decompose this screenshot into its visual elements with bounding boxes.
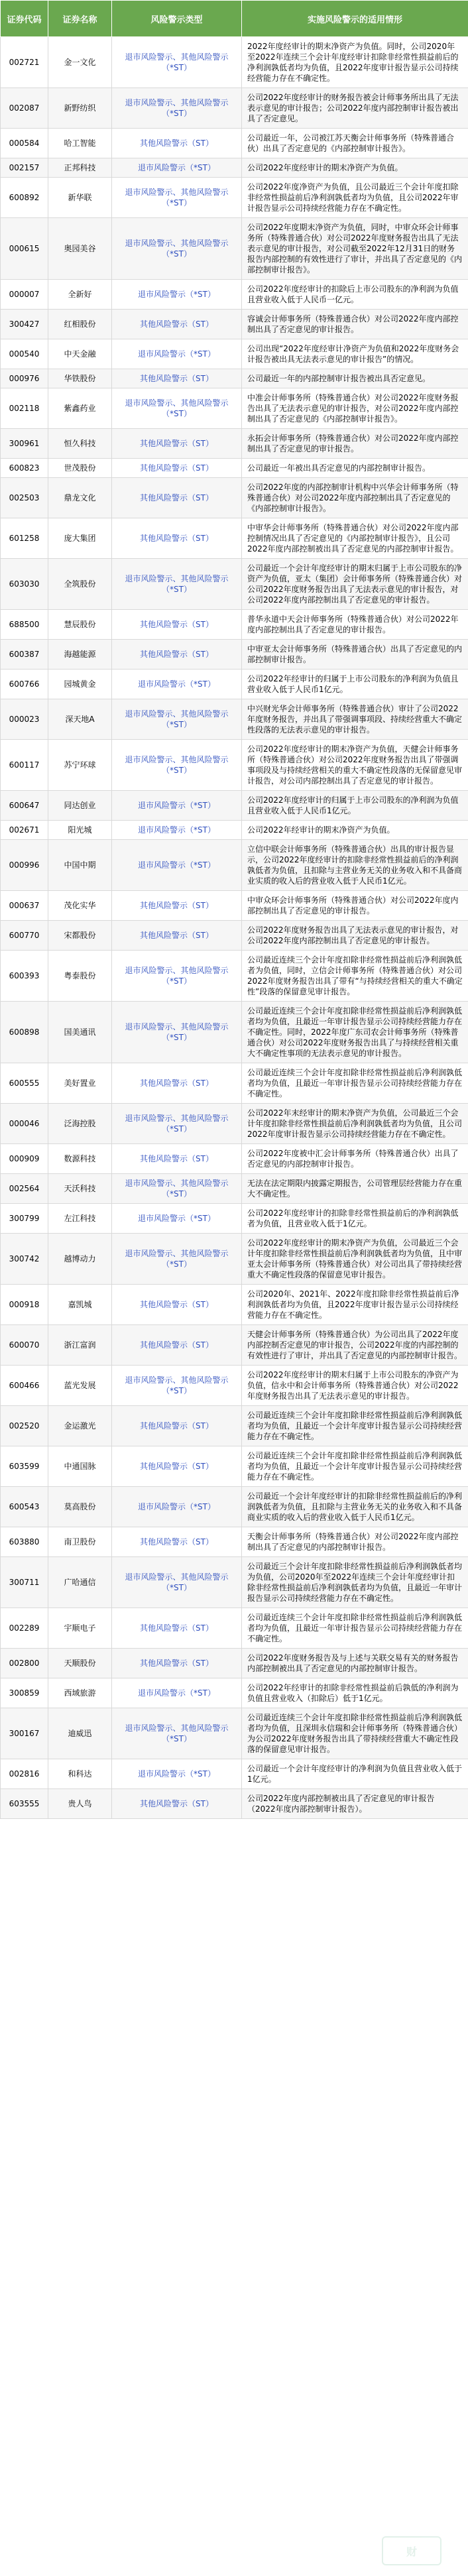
table-row	[1, 280, 468, 310]
cell-name: 全新好	[48, 280, 112, 310]
cell-description	[242, 1557, 468, 1608]
description-text: 公司最近一个会计年度经审计的扣除非经常性损益前后的净利润孰低者为负值，且扣除与主营业务无关的业务收入和不具备商业实质的收入后的营业收入低于人民币1亿元。	[247, 1492, 463, 1522]
cell-name: 哈工智能	[48, 129, 112, 158]
description-text: 公司最近一个会计年度经审计的期末归属于上市公司股东的净资产为负值，亚太（集团）会计师事务所（特殊普通合伙）对公司2022年度财务报告出具了无法表示意见的审计报告，对公司2022年度内部控制出具了否定意见的审计报告。	[247, 563, 463, 605]
table-row	[1, 1325, 468, 1366]
header-desc: 实施风险警示的适用情形	[242, 1, 468, 37]
table-row	[1, 1708, 468, 1759]
description-text: 天健会计师事务所（特殊普通合伙）为公司出具了2022年度内部控制否定意见的审计报告，公司2022年度的内部控制的有效性进行了审计，并出具了否定意见的内部控制审计报告。	[247, 1330, 463, 1360]
cell-risk-type: 退市风险警示（*ST）	[112, 339, 242, 369]
table-row	[1, 459, 468, 478]
cell-description	[242, 518, 468, 559]
cell-name: 左江科技	[48, 1204, 112, 1234]
cell-risk-type: 退市风险警示（*ST）	[112, 821, 242, 840]
description-text: 公司最近三个会计年度扣除非经常性损益前后净利润孰低者均为负值，公司2020年至2022年连续三个会计年度经审计扣除非经常性损益前后净利润孰低者均为负值，且最近一年审计报告显示公司持续经营能力存在不确定性。	[247, 1562, 463, 1603]
cell-code: 600770	[1, 921, 48, 951]
table-row	[1, 1649, 468, 1678]
table-row	[1, 791, 468, 821]
cell-code: 603030	[1, 559, 48, 610]
table-row	[1, 840, 468, 891]
cell-code: 000615	[1, 218, 48, 280]
cell-risk-type: 其他风险警示（ST）	[112, 1063, 242, 1104]
cell-name: 天沃科技	[48, 1174, 112, 1204]
cell-risk-type: 其他风险警示（ST）	[112, 310, 242, 339]
cell-name: 粤泰股份	[48, 951, 112, 1002]
description-text: 公司2022年度被中汇会计师事务所（特殊普通合伙）出具了否定意见的内部控制审计报告。	[247, 1149, 459, 1169]
cell-risk-type: 其他风险警示（ST）	[112, 921, 242, 951]
cell-code: 300427	[1, 310, 48, 339]
cell-code: 000918	[1, 1285, 48, 1325]
table-row	[1, 1234, 468, 1285]
description-text: 公司最近连续三个会计年度扣除非经常性损益前后净利润孰低者均为负值，且最近一年审计报告显示公司持续经营能力存在不确定性。同时，2022年度广东司农会计师事务所（特殊普通合伙）对公司2022年度财务报告出具了与持续经营相关重大不确定性事项的无法表示意见的审计报告。	[247, 1006, 463, 1058]
cell-name: 华铁股份	[48, 369, 112, 388]
cell-code: 600543	[1, 1487, 48, 1527]
cell-description	[242, 310, 468, 339]
cell-name: 深天地A	[48, 699, 112, 740]
cell-description	[242, 429, 468, 459]
description-text: 中兴财光华会计师事务所（特殊普通合伙）审计了公司2022年度财务报告，并出具了带强调事项段、持续经营重大不确定性段落的无法表示意见的审计报告。	[247, 704, 463, 734]
table-row	[1, 1678, 468, 1708]
cell-description	[242, 88, 468, 129]
cell-description	[242, 740, 468, 791]
table-row	[1, 388, 468, 429]
table-row	[1, 478, 468, 518]
cell-name: 泛海控股	[48, 1104, 112, 1144]
cell-name: 南卫股份	[48, 1527, 112, 1557]
cell-risk-type: 退市风险警示、其他风险警示（*ST）	[112, 559, 242, 610]
cell-code: 000046	[1, 1104, 48, 1144]
header-code: 证券代码	[1, 1, 48, 37]
description-text: 公司2022年度的内部控制审计机构中兴华会计师事务所（特殊普通合伙）对公司2022年度内部控制出具了否定意见的《内部控制审计报告》。	[247, 483, 459, 513]
table-body	[1, 37, 468, 1819]
table-row	[1, 218, 468, 280]
cell-description	[242, 1285, 468, 1325]
cell-description	[242, 1366, 468, 1406]
cell-description	[242, 699, 468, 740]
description-text: 立信中联会计师事务所（特殊普通合伙）出具的审计报告显示，公司2022年度经审计的扣除非经常性损益前后的净利润孰低者为负值，且扣除与主营业务无关的业务收入和不具备商业实质的收入后的营业收入低于人民币1亿元。	[247, 845, 463, 886]
cell-name: 数源科技	[48, 1144, 112, 1174]
table-row	[1, 178, 468, 218]
cell-name: 园城黄金	[48, 670, 112, 699]
cell-risk-type: 其他风险警示（ST）	[112, 459, 242, 478]
cell-risk-type: 退市风险警示、其他风险警示（*ST）	[112, 699, 242, 740]
cell-name: 越博动力	[48, 1234, 112, 1285]
cell-name: 世茂股份	[48, 459, 112, 478]
cell-description	[242, 951, 468, 1002]
cell-description	[242, 1325, 468, 1366]
cell-code: 603555	[1, 1789, 48, 1819]
cell-name: 红相股份	[48, 310, 112, 339]
cell-risk-type: 其他风险警示（ST）	[112, 1649, 242, 1678]
cell-risk-type: 退市风险警示、其他风险警示（*ST）	[112, 388, 242, 429]
cell-risk-type: 退市风险警示、其他风险警示（*ST）	[112, 1234, 242, 1285]
cell-description	[242, 37, 468, 88]
description-text: 公司2022年度期末净资产为负值，同时，中审众环会计师事务所（特殊普通合伙）对公司2022年度财务报告出具了无法表示意见的审计报告，对公司截至2022年12月31日的财务报告内部控制的有效性进行了审计，并出具了否定意见的《内部控制审计报告》。	[247, 223, 463, 274]
cell-description	[242, 610, 468, 640]
cell-risk-type: 退市风险警示、其他风险警示（*ST）	[112, 178, 242, 218]
cell-code: 000976	[1, 369, 48, 388]
description-text: 无法在法定期限内披露定期报告，公司管理层经营能力存在重大不确定性。	[247, 1179, 463, 1199]
cell-code: 603880	[1, 1527, 48, 1557]
description-text: 公司最近连续三个会计年度扣除非经常性损益前后净利润孰低者为负值，同时，立信会计师事务所（特殊普通合伙）对公司2022年度财务报告出具了带有“与持续经营相关的重大不确定性”段落的保留意见审计报告。	[247, 955, 463, 996]
cell-name: 正邦科技	[48, 158, 112, 178]
table-row	[1, 1789, 468, 1819]
cell-description	[242, 1144, 468, 1174]
cell-risk-type: 退市风险警示（*ST）	[112, 280, 242, 310]
cell-code: 002157	[1, 158, 48, 178]
description-text: 公司2022年度经审计的扣除非经常性损益前后的净利润孰低者为负值，且营业收入低于1亿元。	[247, 1208, 459, 1228]
table-row	[1, 1063, 468, 1104]
cell-risk-type: 退市风险警示（*ST）	[112, 791, 242, 821]
table-row	[1, 88, 468, 129]
cell-name: 新野纺织	[48, 88, 112, 129]
cell-risk-type: 其他风险警示（ST）	[112, 610, 242, 640]
cell-code: 300859	[1, 1678, 48, 1708]
cell-description	[242, 129, 468, 158]
table-row	[1, 670, 468, 699]
cell-name: 恒久科技	[48, 429, 112, 459]
cell-description	[242, 1759, 468, 1789]
cell-name: 国美通讯	[48, 1002, 112, 1063]
cell-description	[242, 1649, 468, 1678]
cell-description	[242, 1678, 468, 1708]
cell-risk-type: 其他风险警示（ST）	[112, 640, 242, 670]
table-row	[1, 369, 468, 388]
table-row	[1, 891, 468, 921]
description-text: 中审众环会计师事务所（特殊普通合伙）对公司2022年度内部控制出具了否定意见的审计报告。	[247, 896, 459, 915]
cell-code: 300167	[1, 1708, 48, 1759]
cell-description	[242, 280, 468, 310]
cell-code: 300961	[1, 429, 48, 459]
cell-name: 西域旅游	[48, 1678, 112, 1708]
table-row	[1, 1527, 468, 1557]
cell-description	[242, 559, 468, 610]
table-row	[1, 518, 468, 559]
cell-risk-type: 退市风险警示（*ST）	[112, 840, 242, 891]
table-row	[1, 1366, 468, 1406]
cell-name: 和科达	[48, 1759, 112, 1789]
table-row	[1, 1446, 468, 1487]
description-text: 公司最近连续三个会计年度扣除非经常性损益前后净利润孰低者均为负值，且最近一个会计年度审计报告显示公司持续经营能力存在不确定性。	[247, 1411, 463, 1441]
cell-risk-type: 退市风险警示、其他风险警示（*ST）	[112, 1104, 242, 1144]
cell-description	[242, 158, 468, 178]
description-text: 中准会计师事务所（特殊普通合伙）对公司2022年度财务报告出具了无法表示意见的审计报告，对公司2022年度内部控制出具了否定意见的《内部控制审计报告》。	[247, 393, 459, 424]
cell-code: 600823	[1, 459, 48, 478]
table-row	[1, 1104, 468, 1144]
cell-code: 000996	[1, 840, 48, 891]
cell-code: 000540	[1, 339, 48, 369]
description-text: 公司2022年经审计的扣除非经常性损益前后孰低的净利润为负值且营业收入（扣除后）低于1亿元。	[247, 1683, 459, 1703]
description-text: 公司2022年度经审计的期末净资产为负值，天健会计师事务所（特殊普通合伙）对公司2022年度财务报告出具了带强调事项段及与持续经营相关的重大不确定性段落的无保留意见审计报告，对公司内部控制出具了否定意见的审计报告。	[247, 744, 463, 786]
description-text: 公司最近一年，公司被江苏天衡会计师事务所（特殊普通合伙）出具了否定意见的《内部控制审计报告》。	[247, 133, 455, 153]
cell-risk-type: 退市风险警示（*ST）	[112, 158, 242, 178]
cell-risk-type: 退市风险警示、其他风险警示（*ST）	[112, 1557, 242, 1608]
cell-code: 002671	[1, 821, 48, 840]
table-row	[1, 559, 468, 610]
cell-code: 002564	[1, 1174, 48, 1204]
cell-name: 嘉凯城	[48, 1285, 112, 1325]
cell-description	[242, 1174, 468, 1204]
cell-code: 600766	[1, 670, 48, 699]
cell-description	[242, 218, 468, 280]
description-text: 公司2022年经审计的期末净资产为负值。	[247, 825, 395, 835]
cell-risk-type: 退市风险警示、其他风险警示（*ST）	[112, 1174, 242, 1204]
cell-risk-type: 其他风险警示（ST）	[112, 518, 242, 559]
cell-code: 000637	[1, 891, 48, 921]
table-row	[1, 1144, 468, 1174]
table-row	[1, 610, 468, 640]
cell-code: 600555	[1, 1063, 48, 1104]
cell-name: 茂化实华	[48, 891, 112, 921]
cell-risk-type: 其他风险警示（ST）	[112, 1144, 242, 1174]
cell-description	[242, 478, 468, 518]
description-text: 公司2022年度财务报告出具了无法表示意见的审计报告，对公司2022年度内部控制出具了否定意见的审计报告。	[247, 925, 459, 945]
cell-description	[242, 1789, 468, 1819]
cell-name: 莫高股份	[48, 1487, 112, 1527]
description-text: 公司2022年度经审计的期末净资产为负值。	[247, 163, 403, 172]
description-text: 公司2022年度净资产为负值，且公司最近三个会计年度扣除非经常性损益前后净利润孰低者均为负值，且公司2022年审计报告显示公司持续经营能力存在不确定性。	[247, 182, 459, 213]
cell-name: 宋都股份	[48, 921, 112, 951]
description-text: 公司最近一年的内部控制审计报告被出具否定意见。	[247, 374, 431, 383]
description-text: 公司最近一个会计年度经审计的净利润为负值且营业收入低于1亿元。	[247, 1764, 463, 1784]
description-text: 公司2022年度经审计的期末净资产为负值，公司最近三个会计年度扣除非经常性损益前后净利润孰低者均为负值，且中审亚太会计师事务所（特殊普通合伙）对公司出具了带持续经营重大不确定性段落的保留意见审计报告。	[247, 1238, 463, 1279]
cell-name: 浙江富润	[48, 1325, 112, 1366]
table-row	[1, 1487, 468, 1527]
cell-risk-type: 退市风险警示（*ST）	[112, 670, 242, 699]
cell-risk-type: 退市风险警示、其他风险警示（*ST）	[112, 1002, 242, 1063]
cell-code: 002289	[1, 1608, 48, 1649]
cell-name: 同达创业	[48, 791, 112, 821]
table-row	[1, 821, 468, 840]
cell-description	[242, 1406, 468, 1446]
cell-description	[242, 921, 468, 951]
cell-risk-type: 其他风险警示（ST）	[112, 478, 242, 518]
cell-name: 中通国脉	[48, 1446, 112, 1487]
table-header	[1, 1, 468, 37]
description-text: 中审亚太会计师事务所（特殊普通合伙）出具了否定意见的内部控制审计报告。	[247, 644, 463, 664]
description-text: 公司最近连续三个会计年度扣除非经常性损益前后净利润孰低者均为负值，且深圳永信瑞和会计师事务所（特殊普通合伙）为公司2022年度财务报告出具了带持续经营重大不确定性段落的保留意见审计报告。	[247, 1713, 463, 1754]
cell-name: 宇顺电子	[48, 1608, 112, 1649]
cell-code: 002816	[1, 1759, 48, 1789]
cell-description	[242, 388, 468, 429]
cell-code: 600647	[1, 791, 48, 821]
cell-name: 新华联	[48, 178, 112, 218]
table-row	[1, 429, 468, 459]
description-text: 公司2022年度经审计的扣除后上市公司股东的净利润为负值且营业收入低于人民币一亿元。	[247, 284, 459, 304]
table-row	[1, 339, 468, 369]
description-text: 公司2020年、2021年、2022年度扣除非经常性损益前后净利润孰低者均为负值，且2022年度审计报告显示公司持续经营能力存在不确定性。	[247, 1289, 459, 1320]
description-text: 中审华会计师事务所（特殊普通合伙）对公司2022年度内部控制情况出具了否定意见的《内部控制审计报告》，且公司2022年度内部控制被出具了否定意见的内部控制审计报告。	[247, 523, 459, 554]
table-row	[1, 1759, 468, 1789]
cell-code: 600387	[1, 640, 48, 670]
cell-risk-type: 其他风险警示（ST）	[112, 1285, 242, 1325]
cell-name: 奥园美谷	[48, 218, 112, 280]
table-row	[1, 1285, 468, 1325]
cell-risk-type: 退市风险警示、其他风险警示（*ST）	[112, 37, 242, 88]
cell-name: 中天金融	[48, 339, 112, 369]
description-text: 容诚会计师事务所（特殊普通合伙）对公司2022年度内部控制出具了否定意见的审计报告。	[247, 314, 459, 334]
cell-code: 300711	[1, 1557, 48, 1608]
cell-name: 阳光城	[48, 821, 112, 840]
description-text: 公司2022年经审计的归属于上市公司股东的净利润为负值且营业收入低于人民币1亿元。	[247, 674, 459, 694]
cell-description	[242, 1487, 468, 1527]
cell-risk-type: 其他风险警示（ST）	[112, 1406, 242, 1446]
cell-risk-type: 退市风险警示、其他风险警示（*ST）	[112, 1708, 242, 1759]
header-name: 证券名称	[48, 1, 112, 37]
cell-risk-type: 退市风险警示、其他风险警示（*ST）	[112, 740, 242, 791]
cell-description	[242, 670, 468, 699]
description-text: 公司出现“2022年度经审计净资产为负值和2022年度财务会计报告被出具无法表示意见的审计报告”的情况。	[247, 344, 459, 364]
cell-code: 603599	[1, 1446, 48, 1487]
cell-name: 鼎龙文化	[48, 478, 112, 518]
description-text: 公司2022年度财务报告及与上述与关联交易有关的财务报告内部控制被出具了否定意见的内部控制审计报告。	[247, 1653, 459, 1673]
cell-risk-type: 其他风险警示（ST）	[112, 129, 242, 158]
cell-risk-type: 退市风险警示、其他风险警示（*ST）	[112, 88, 242, 129]
cell-code: 002503	[1, 478, 48, 518]
cell-risk-type: 退市风险警示（*ST）	[112, 1204, 242, 1234]
cell-name: 金运激光	[48, 1406, 112, 1446]
table-row	[1, 1002, 468, 1063]
table-row	[1, 1608, 468, 1649]
description-text: 永拓会计师事务所（特殊普通合伙）对公司2022年度内部控制出具了否定意见的审计报告。	[247, 434, 459, 453]
cell-name: 迪威迅	[48, 1708, 112, 1759]
cell-name: 中国中期	[48, 840, 112, 891]
table-row	[1, 951, 468, 1002]
cell-code: 002721	[1, 37, 48, 88]
cell-description	[242, 339, 468, 369]
cell-description	[242, 459, 468, 478]
cell-name: 全筑股份	[48, 559, 112, 610]
cell-description	[242, 1234, 468, 1285]
description-text: 公司2022年度内部控制被出具了否定意见的审计报告（2022年度内部控制审计报告）。	[247, 1794, 435, 1814]
cell-code: 002087	[1, 88, 48, 129]
cell-description	[242, 1204, 468, 1234]
description-text: 2022年度经审计的期末净资产为负值。同时，公司2020年至2022年连续三个会计年度经审计扣除非经常性损益前后的净利润孰低者均为负值，且2022年度审计报告显示公司持续经营能力存在不确定性。	[247, 42, 459, 83]
cell-description	[242, 640, 468, 670]
cell-description	[242, 891, 468, 921]
cell-risk-type: 退市风险警示、其他风险警示（*ST）	[112, 1366, 242, 1406]
cell-risk-type: 其他风险警示（ST）	[112, 369, 242, 388]
header-risk: 风险警示类型	[112, 1, 242, 37]
description-text: 天衡会计师事务所（特殊普通合伙）对公司2022年度内部控制出具了否定意见的内部控制审计报告。	[247, 1532, 459, 1552]
description-text: 公司2022年度经审计的财务报告被会计师事务所出具了无法表示意见的审计报告；公司2022年度内部控制审计报告被出具了否定意见。	[247, 93, 459, 123]
cell-code: 000007	[1, 280, 48, 310]
cell-name: 苏宁环球	[48, 740, 112, 791]
cell-description	[242, 1446, 468, 1487]
cell-name: 海越能源	[48, 640, 112, 670]
cell-description	[242, 1002, 468, 1063]
cell-description	[242, 791, 468, 821]
table-row	[1, 921, 468, 951]
cell-risk-type: 退市风险警示（*ST）	[112, 1487, 242, 1527]
table-row	[1, 310, 468, 339]
description-text: 公司最近连续三个会计年度扣除非经常性损益前后净利润孰低者均为负值，且最近一个会计年度审计报告显示公司持续经营能力存在不确定性。	[247, 1451, 463, 1482]
cell-name: 天顺股份	[48, 1649, 112, 1678]
cell-name: 慧辰股份	[48, 610, 112, 640]
cell-name: 蓝光发展	[48, 1366, 112, 1406]
description-text: 公司2022年度经审计的期末归属于上市公司股东的净资产为负值，信永中和会计师事务所（特殊普通合伙）对公司2022年度财务报告出具了无法表示意见的审计报告。	[247, 1370, 459, 1401]
description-text: 公司2022年度经审计的归属于上市公司股东的净利润为负值且营业收入低于人民币1亿元。	[247, 795, 459, 815]
cell-description	[242, 840, 468, 891]
table-row	[1, 1557, 468, 1608]
watermark-logo: 财	[382, 2536, 441, 2565]
cell-risk-type: 其他风险警示（ST）	[112, 1325, 242, 1366]
cell-description	[242, 178, 468, 218]
cell-risk-type: 退市风险警示（*ST）	[112, 1678, 242, 1708]
table-row	[1, 640, 468, 670]
cell-risk-type: 其他风险警示（ST）	[112, 429, 242, 459]
table-row	[1, 158, 468, 178]
cell-description	[242, 1608, 468, 1649]
cell-name: 金一文化	[48, 37, 112, 88]
cell-code: 002118	[1, 388, 48, 429]
cell-name: 庞大集团	[48, 518, 112, 559]
cell-risk-type: 其他风险警示（ST）	[112, 1608, 242, 1649]
cell-risk-type: 退市风险警示、其他风险警示（*ST）	[112, 951, 242, 1002]
cell-code: 600898	[1, 1002, 48, 1063]
cell-code: 600466	[1, 1366, 48, 1406]
cell-description	[242, 1527, 468, 1557]
cell-risk-type: 退市风险警示、其他风险警示（*ST）	[112, 218, 242, 280]
cell-code: 600393	[1, 951, 48, 1002]
cell-code: 600892	[1, 178, 48, 218]
cell-code: 600070	[1, 1325, 48, 1366]
cell-description	[242, 1104, 468, 1144]
cell-name: 贵人鸟	[48, 1789, 112, 1819]
cell-description	[242, 821, 468, 840]
cell-description	[242, 1708, 468, 1759]
cell-name: 美好置业	[48, 1063, 112, 1104]
description-text: 公司2022年末经审计的期末净资产为负值，公司最近三个会计年度扣除非经常性损益前后净利润孰低者均为负值，且公司2022年度审计报告显示公司持续经营能力存在不确定性。	[247, 1108, 463, 1139]
cell-code: 002800	[1, 1649, 48, 1678]
cell-code: 300799	[1, 1204, 48, 1234]
table-row	[1, 1174, 468, 1204]
cell-code: 688500	[1, 610, 48, 640]
description-text: 公司最近连续三个会计年度扣除非经常性损益前后净利润孰低者均为负值，且最近一年审计报告显示公司持续经营能力存在不确定性。	[247, 1613, 463, 1643]
table-row	[1, 699, 468, 740]
cell-risk-type: 其他风险警示（ST）	[112, 1789, 242, 1819]
cell-description	[242, 1063, 468, 1104]
cell-code: 600117	[1, 740, 48, 791]
table-row	[1, 129, 468, 158]
cell-risk-type: 其他风险警示（ST）	[112, 1446, 242, 1487]
description-text: 公司最近一年被出具否定意见的内部控制审计报告。	[247, 463, 431, 473]
table-row	[1, 1406, 468, 1446]
table-row	[1, 740, 468, 791]
cell-description	[242, 369, 468, 388]
cell-risk-type: 退市风险警示（*ST）	[112, 1759, 242, 1789]
cell-code: 002520	[1, 1406, 48, 1446]
description-text: 公司最近连续三个会计年度扣除非经常性损益前后净利润孰低者均为负值，且最近一年审计报告显示公司持续经营能力存在不确定性。	[247, 1068, 463, 1098]
description-text: 普华永道中天会计师事务所（特殊普通合伙）对公司2022年度内部控制出具了否定意见的审计报告。	[247, 615, 459, 634]
cell-risk-type: 其他风险警示（ST）	[112, 891, 242, 921]
table-row	[1, 1204, 468, 1234]
cell-risk-type: 其他风险警示（ST）	[112, 1527, 242, 1557]
cell-name: 广哈通信	[48, 1557, 112, 1608]
cell-code: 000023	[1, 699, 48, 740]
cell-name: 紫鑫药业	[48, 388, 112, 429]
cell-code: 601258	[1, 518, 48, 559]
cell-code: 300742	[1, 1234, 48, 1285]
table-row	[1, 37, 468, 88]
cell-code: 000584	[1, 129, 48, 158]
cell-code: 000909	[1, 1144, 48, 1174]
